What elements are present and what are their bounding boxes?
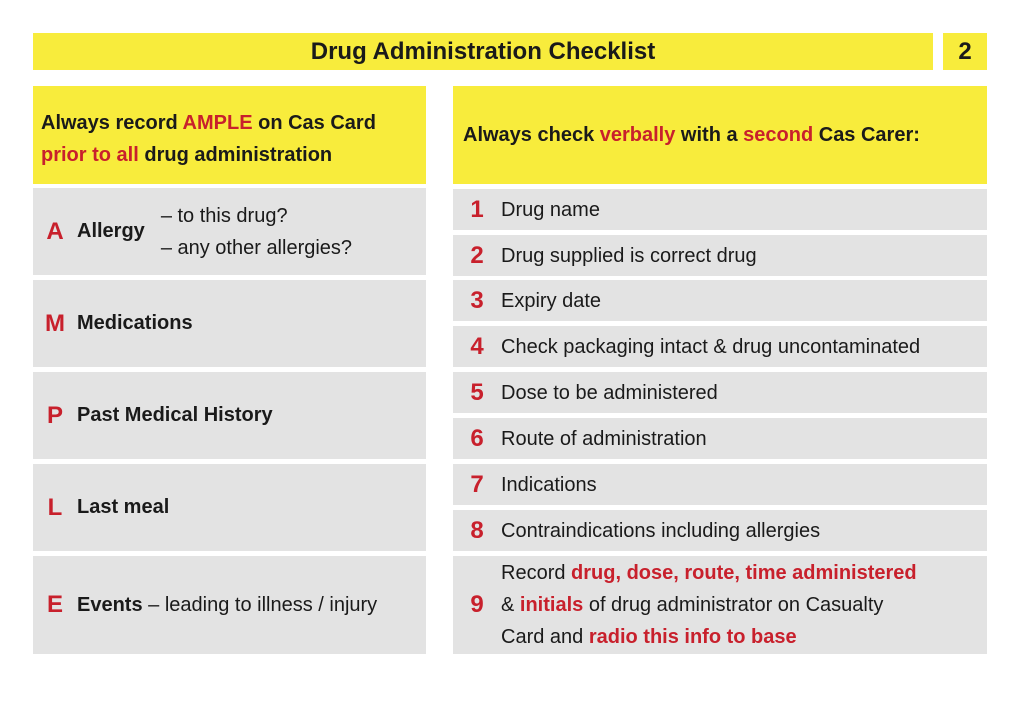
check-item-text: Drug name bbox=[501, 198, 600, 221]
check-item-text: Expiry date bbox=[501, 289, 602, 312]
ample-row-events bbox=[33, 556, 426, 654]
ample-letter-l: L bbox=[47, 493, 63, 521]
ample-label-history: Past Medical History bbox=[77, 404, 273, 426]
check-heading-highlight-1: verbally bbox=[599, 124, 676, 146]
page-number-text: 2 bbox=[958, 37, 972, 65]
ample-letter-e: E bbox=[46, 591, 63, 618]
page-title-text: Drug Administration Checklist bbox=[310, 37, 656, 65]
check-item-record bbox=[453, 556, 987, 654]
check-item-record-text bbox=[501, 557, 917, 653]
check-item-text: Drug supplied is correct drug bbox=[501, 244, 757, 267]
ample-heading-highlight: AMPLE bbox=[182, 112, 253, 134]
ample-heading bbox=[33, 86, 426, 184]
check-item-text: Dose to be administered bbox=[501, 381, 718, 404]
ample-row-medications bbox=[33, 280, 426, 367]
record-text-3: of drug administrator on Casualty bbox=[583, 594, 884, 616]
check-item bbox=[453, 510, 987, 551]
record-highlight-1: drug, dose, route, time administered bbox=[571, 562, 917, 584]
allergy-questions bbox=[161, 200, 352, 264]
check-item bbox=[453, 326, 987, 367]
ample-heading-text-3: drug administration bbox=[138, 144, 333, 166]
check-item bbox=[453, 418, 987, 459]
check-heading-text-3: Cas Carer: bbox=[813, 124, 920, 146]
check-item bbox=[453, 280, 987, 321]
check-item-number: 3 bbox=[470, 286, 484, 314]
check-item-text: Route of administration bbox=[501, 427, 707, 450]
check-item-number: 6 bbox=[470, 424, 484, 452]
ample-letter-m: M bbox=[45, 309, 65, 337]
ample-row-last-meal bbox=[33, 464, 426, 551]
record-text-2: & bbox=[501, 594, 520, 616]
ample-label-last-meal: Last meal bbox=[77, 496, 170, 518]
ample-label-events: Events bbox=[77, 593, 143, 616]
ample-label-medications: Medications bbox=[77, 312, 193, 334]
check-item-number: 1 bbox=[470, 195, 484, 223]
ample-label-allergy: Allergy bbox=[77, 220, 145, 242]
check-item-text: Indications bbox=[501, 473, 597, 496]
check-heading-highlight-2: second bbox=[743, 124, 814, 146]
check-item bbox=[453, 189, 987, 230]
ample-heading-text-1: Always record bbox=[41, 112, 183, 134]
check-item-text: Check packaging intact & drug uncontaminated bbox=[501, 335, 921, 358]
ample-letter-p: P bbox=[46, 401, 63, 429]
ample-row-history bbox=[33, 372, 426, 459]
check-item bbox=[453, 235, 987, 276]
check-item-number: 5 bbox=[470, 378, 484, 406]
ample-heading-highlight-2: prior to all bbox=[41, 144, 139, 166]
check-item-number: 9 bbox=[470, 591, 484, 618]
record-text-1: Record bbox=[501, 562, 572, 584]
check-item bbox=[453, 372, 987, 413]
record-highlight-2: initials bbox=[519, 594, 584, 616]
check-item-number: 4 bbox=[470, 332, 484, 360]
record-highlight-3: radio this info to base bbox=[588, 626, 797, 648]
page-number bbox=[943, 33, 987, 70]
ample-events-detail: – leading to illness / injury bbox=[142, 593, 378, 616]
check-heading-text-2: with a bbox=[675, 124, 744, 146]
check-item-number: 2 bbox=[470, 241, 484, 269]
page-title bbox=[33, 33, 933, 70]
ample-heading-text-2: on Cas Card bbox=[252, 112, 376, 134]
verbal-check-heading bbox=[453, 86, 987, 184]
check-item-text: Contraindications including allergies bbox=[501, 519, 821, 542]
check-heading-text-1: Always check bbox=[463, 124, 600, 146]
ample-letter-a: A bbox=[46, 217, 64, 245]
check-item-number: 7 bbox=[470, 470, 484, 498]
check-item-number: 8 bbox=[470, 516, 484, 544]
record-text-4: Card and bbox=[501, 626, 589, 648]
allergy-question-2: – any other allergies? bbox=[160, 236, 353, 259]
ample-row-allergy bbox=[33, 188, 426, 275]
allergy-question-1: – to this drug? bbox=[160, 204, 288, 227]
check-item bbox=[453, 464, 987, 505]
